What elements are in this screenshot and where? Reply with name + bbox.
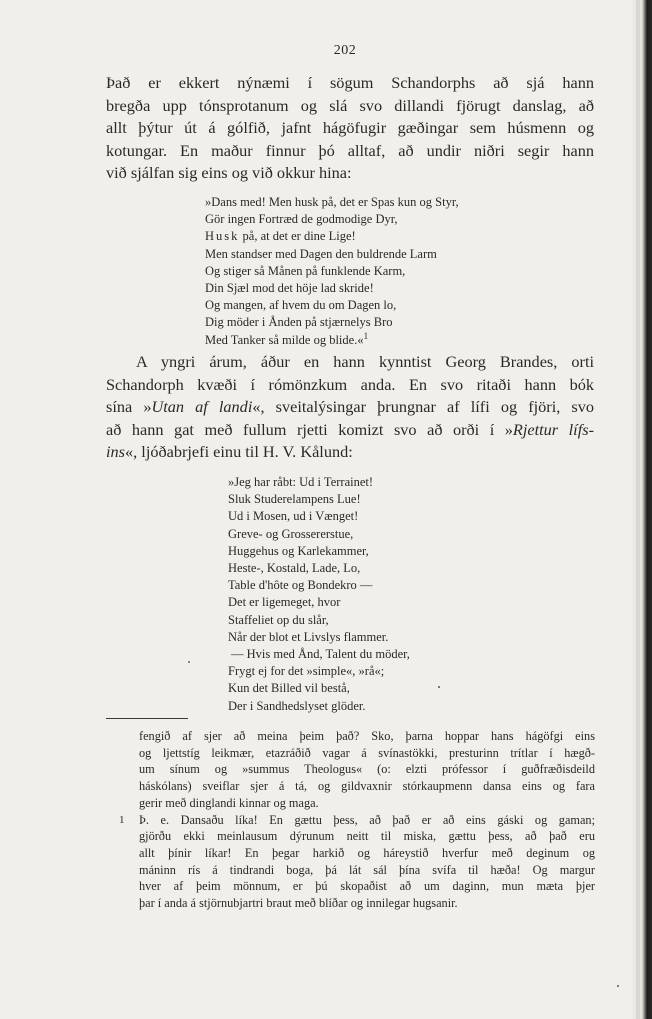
text-line: sína »Utan af landi«, sveitalýsingar þrungnar af lífi og fjöri, svo [106, 397, 595, 416]
verse-line: Kun det Billed vil bestå, [228, 681, 350, 696]
verse-line: Heste-, Kostald, Lade, Lo, [228, 561, 361, 576]
footnote-line: allt þínir líkar! En þegar harkið og háreystið hverfur með deginum og [139, 845, 595, 860]
footnote-line: máninn rís á tindrandi boga, þá lát sál þína svífa til hæða! Og margur [139, 862, 595, 877]
verse-line: Din Sjæl mod det höje lad skride! [205, 281, 374, 296]
verse-line: Og mangen, af hvem du om Dagen lo, [205, 298, 397, 313]
book-spine [632, 0, 652, 1019]
footnote-line: gjörðu ekki meinlausum dýrunum neitt til miska, gættu þess, að það eru [139, 829, 595, 844]
page-edge [636, 0, 640, 1019]
verse-line: Når der blot et Livslys flammer. [228, 629, 389, 644]
verse-line [205, 332, 459, 349]
page-number: 202 [333, 43, 357, 58]
verse-line: Der i Sandhedslyset glöder. [228, 698, 366, 713]
verse-line: Det er ligemeget, hvor [228, 595, 341, 610]
paragraph-younger-years [106, 351, 594, 464]
footnotes [119, 728, 595, 912]
verse-line: — Hvis med Ånd, Talent du möder, [231, 647, 410, 662]
text-line: Schandorph kvæði í rómönzkum anda. En svo ritaði hann bók [106, 374, 594, 394]
verse-line: Table d'hôte og Bondekro — [228, 578, 373, 593]
text-line: ins«, ljóðabrjefi einu til H. V. Kålund: [106, 442, 353, 461]
footnote-line: gerir með dinglandi kinnar og maga. [139, 795, 319, 810]
footnote-divider [106, 718, 188, 719]
text-line: A yngri árum, áður en hann kynntist Georg Brandes, orti [136, 352, 594, 371]
verse-line: Ud i Mosen, ud i Vænget! [228, 509, 359, 524]
footnote-1 [119, 812, 595, 912]
footnote-line: um sínum og »summus Theologus« (o: elzti prófessor í guðfræðisdeild [139, 762, 595, 777]
text-line: að hann gat með fullum rjetti komizt svo að orði í »Rjettur lífs- [106, 419, 594, 439]
verse-line: Sluk Studerelampens Lue! [228, 492, 361, 507]
footnote-line: háskólans) sveiflar sjer á tá, og gildvaxnir stórkaupmenn dansa eins og fara [139, 779, 595, 794]
paper-speck [617, 985, 619, 987]
verse-line: Huggehus og Karlekammer, [228, 543, 369, 558]
verse-line: Men standser med Dagen den buldrende Larm [205, 246, 437, 261]
footnote-reference: 1 [363, 330, 369, 341]
verse-line: Og stiger så Månen på funklende Karm, [205, 263, 406, 278]
text-line: kotungar. En maður finnur þó alltaf, að undir niðri segir hann [106, 140, 594, 160]
verse-quote-terrainet [228, 474, 410, 715]
footnote-number: 1 [119, 813, 125, 826]
footnote-line: og ljettstíg leikmær, etazráðið vagar á svínastökki, presturinn trítlar í hægð- [139, 745, 595, 760]
verse-line: »Jeg har råbt: Ud i Terrainet! [228, 475, 374, 489]
footnote-line: fengið af sjer að meina þeim það? Sko, þarna hoppar hans hágöfgi eins [139, 729, 595, 743]
footnote-line: Þ. e. Dansaðu líka! En gættu þess, að það er að eins gáski og gaman; [139, 812, 595, 827]
footnote-continuation [139, 728, 595, 812]
text-line: við sjálfan sig eins og við okkur hina: [106, 163, 352, 182]
text-line: Það er ekkert nýnæmi í sögum Schandorphs að sjá hann [106, 73, 594, 92]
verse-quote-dans-med [205, 194, 459, 349]
text-line: allt þýtur út á gólfið, jafnt hágöfugir gæðingar sem húsmenn og [106, 118, 594, 137]
verse-line: Staffeliet op du slår, [228, 612, 329, 627]
paper-speck [438, 686, 440, 688]
footnote-line: þar í anda á stjörnubjartri braut með blíðar og innilegar hugsanir. [139, 896, 458, 911]
verse-line: Dig möder i Ånden på stjærnelys Bro [205, 315, 393, 330]
paragraph-schandorph-intro [106, 72, 594, 185]
verse-line-text: Med Tanker så milde og blide.« [205, 332, 364, 347]
verse-line: »Dans med! Men husk på, det er Spas kun og Styr, [205, 195, 459, 209]
verse-line: Greve- og Grossererstue, [228, 526, 354, 541]
verse-line: Husk på, at det er dine Lige! [205, 229, 356, 244]
paper-speck [188, 661, 190, 663]
verse-line: Frygt ej for det »simple«, »rå«; [228, 664, 385, 679]
verse-line: Gör ingen Fortræd de godmodige Dyr, [205, 212, 398, 227]
text-line: bregða upp tónsprotanum og slá svo dillandi fjörugt danslag, að [106, 95, 594, 115]
footnote-line: hver af þeim mönnum, er þú skopaðist að um daginn, mun mæta þjer [139, 879, 595, 894]
